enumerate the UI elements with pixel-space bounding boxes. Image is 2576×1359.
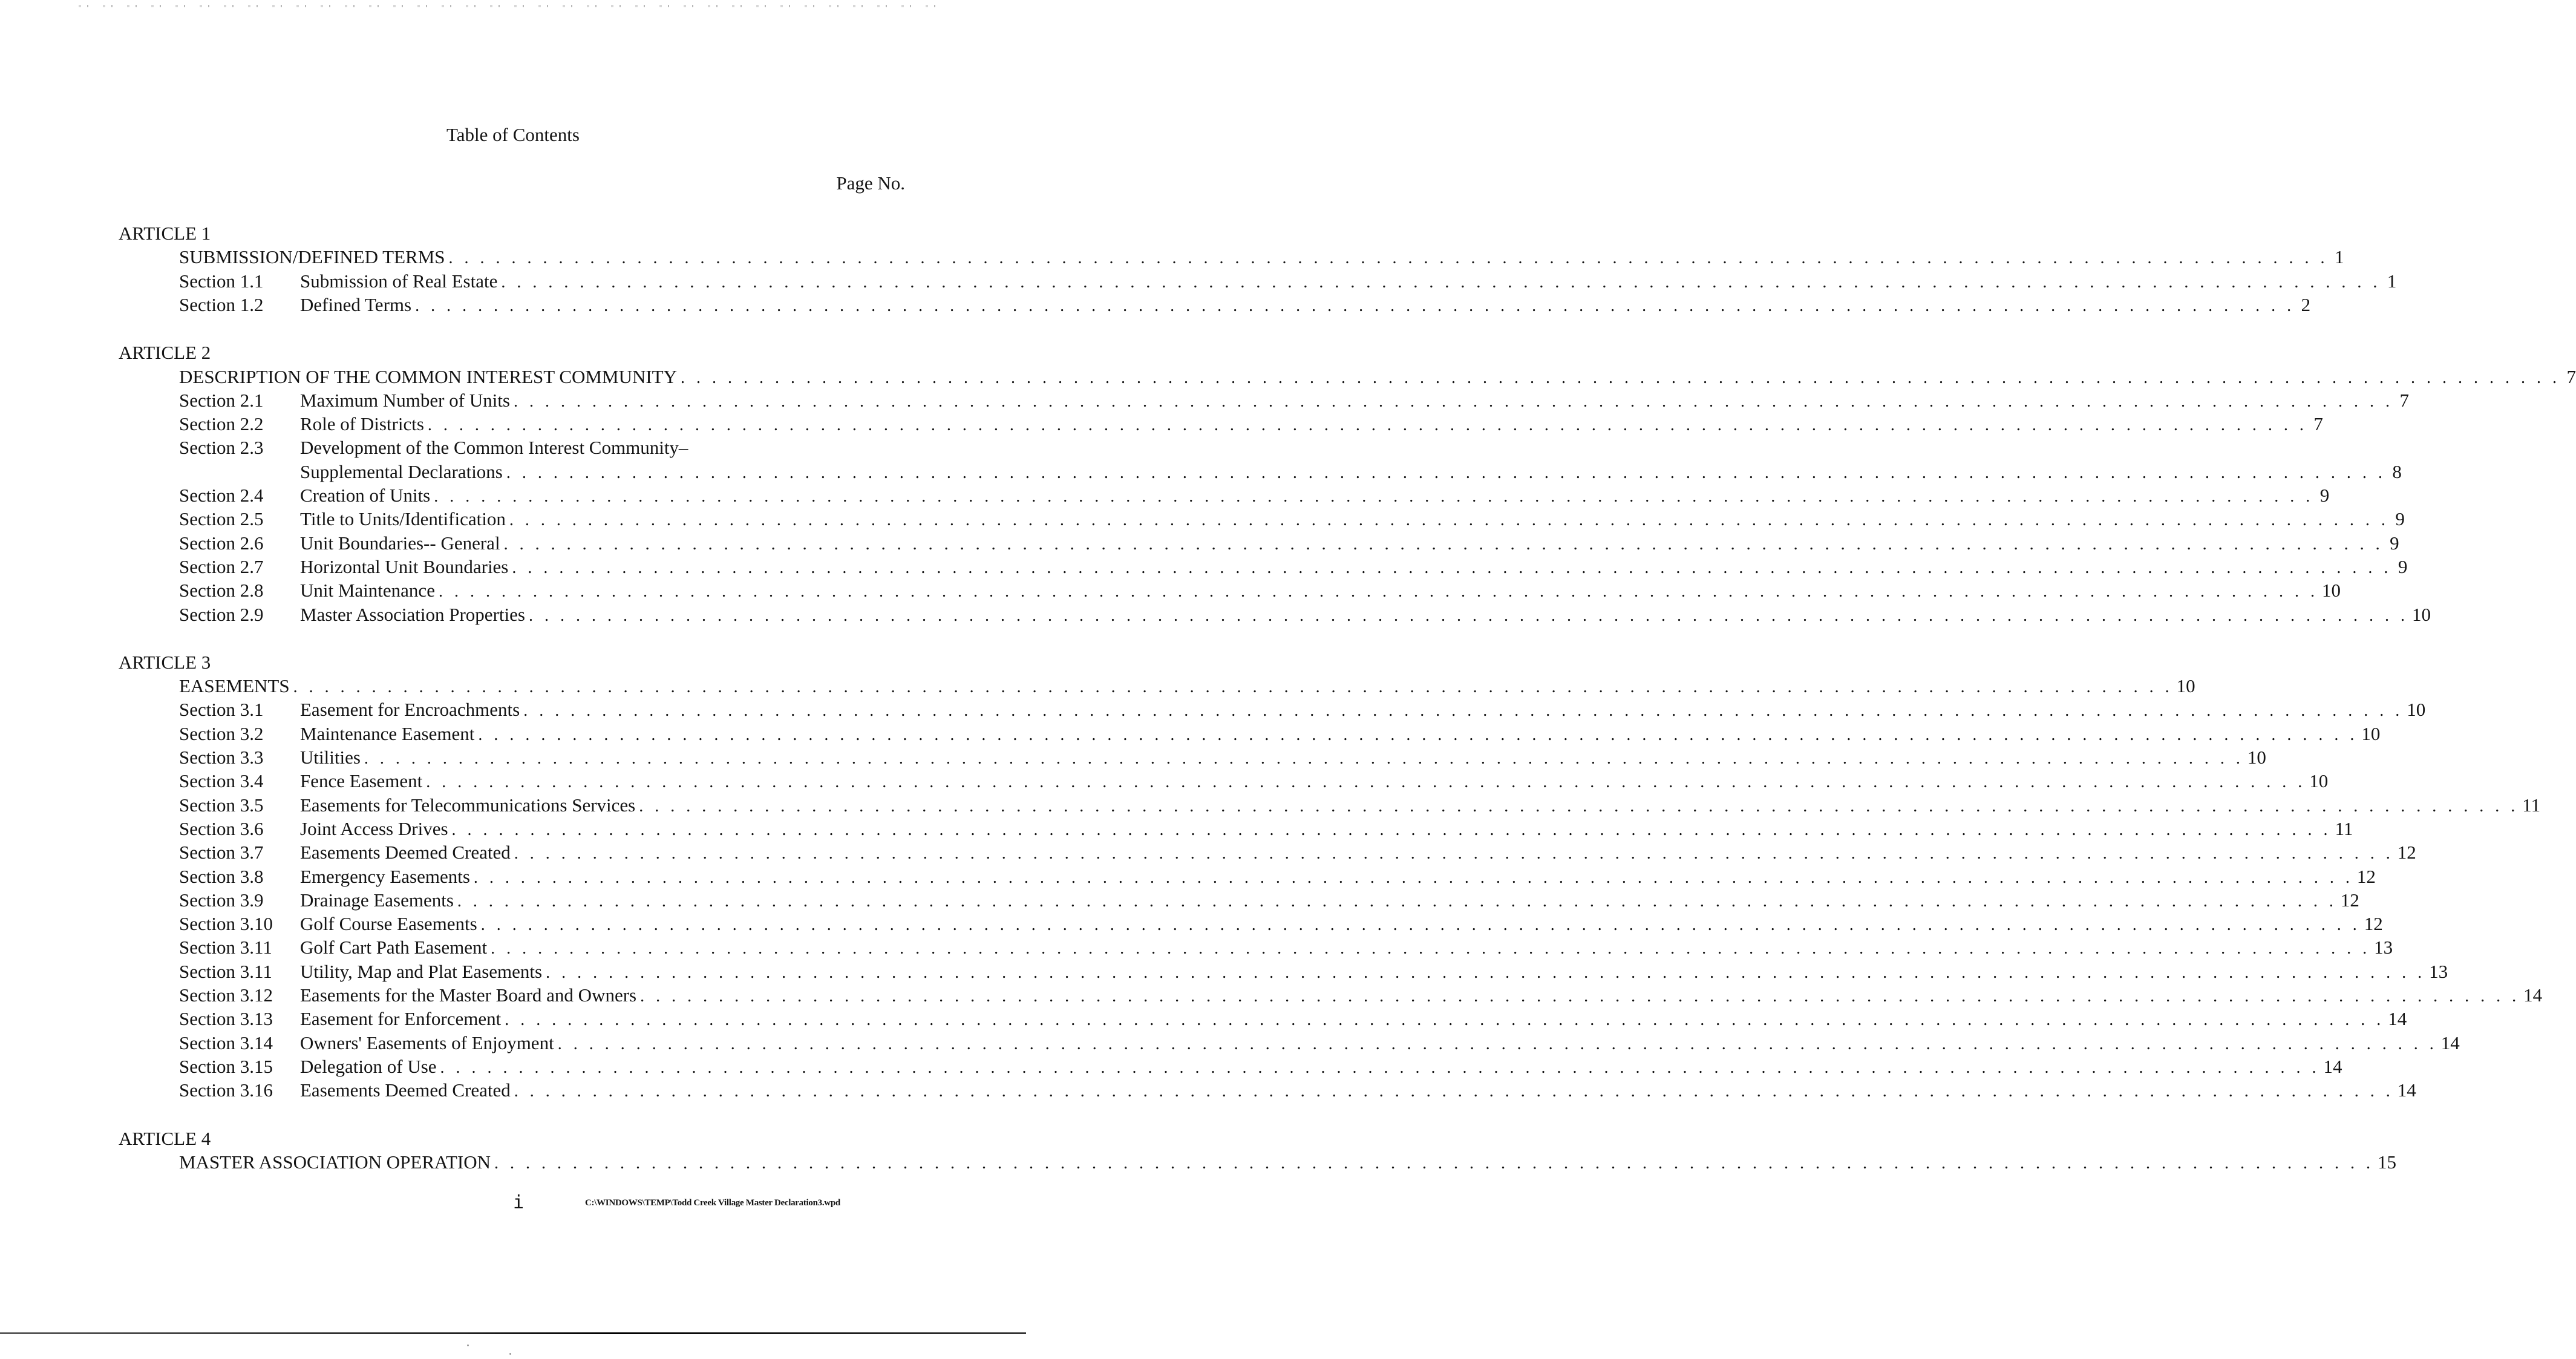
page-number: 15	[2378, 1151, 2396, 1173]
section-row[interactable]	[179, 889, 2359, 914]
article-heading-row[interactable]	[179, 246, 2344, 270]
dot-leader: . . . . . . . . . . . . . . . . . . . . . . . . . . . . . . . . . . . . . . . . . . . . . . . . . . . . . . . . . . . . . . . . . . . . . . . . . . . . . . . . . . . . . . . . . . . . . . . . . . . . . . . . . . . . . . . . . . . . . . . .	[415, 296, 2295, 315]
section-row[interactable]	[179, 413, 2323, 437]
page-number: 12	[2364, 913, 2383, 935]
page-number: 10	[2309, 770, 2329, 792]
section-row[interactable]	[179, 1055, 2342, 1080]
section-number: Section 3.9	[179, 889, 264, 911]
section-row[interactable]	[179, 270, 2397, 295]
scan-speck	[509, 1353, 511, 1355]
section-row[interactable]	[179, 747, 2266, 771]
section-title: Easements Deemed Created	[300, 842, 511, 863]
page-number: 2	[2301, 293, 2311, 315]
section-row[interactable]	[179, 603, 2431, 628]
section-row[interactable]	[179, 532, 2399, 557]
section-number: Section 2.3	[179, 437, 264, 459]
page-number: 8	[2392, 460, 2402, 482]
dot-leader: . . . . . . . . . . . . . . . . . . . . . . . . . . . . . . . . . . . . . . . . . . . . . . . . . . . . . . . . . . . . . . . . . . . . . . . . . . . . . . . . . . . . . . . . . . . . . . . . . . . . . . . . . . . . . . . . . . . . . . . .	[505, 1010, 2385, 1030]
section-row[interactable]	[179, 722, 2381, 747]
page-number: 14	[2323, 1055, 2342, 1077]
section-number: Section 3.7	[179, 842, 264, 863]
dot-leader: . . . . . . . . . . . . . . . . . . . . . . . . . . . . . . . . . . . . . . . . . . . . . . . . . . . . . . . . . . . . . . . . . . . . . . . . . . . . . . . . . . . . . . . . . . . . . . . . . . . . . . . . . . . . . . . . . . . . . . . .	[501, 272, 2381, 292]
page-number: 9	[2398, 555, 2408, 577]
scan-artifact	[79, 5, 938, 7]
page-number: 7	[2399, 389, 2409, 411]
section-number: Section 3.16	[179, 1079, 273, 1101]
dot-leader: . . . . . . . . . . . . . . . . . . . . . . . . . . . . . . . . . . . . . . . . . . . . . . . . . . . . . . . . . . . . . . . . . . . . . . . . . . . . . . . . . . . . . . . . . . . . . . . . . . . . . . . . . . . . . . . . . . . . . . . .	[451, 820, 2332, 839]
section-number: Section 3.2	[179, 722, 264, 744]
dot-leader: . . . . . . . . . . . . . . . . . . . . . . . . . . . . . . . . . . . . . . . . . . . . . . . . . . . . . . . . . . . . . . . . . . . . . . . . . . . . . . . . . . . . . . . . . . . . . . . . . . . . . . . . . . . . . . . . . . . . . . . .	[506, 463, 2386, 482]
section-number: Section 3.12	[179, 984, 273, 1006]
dot-leader: . . . . . . . . . . . . . . . . . . . . . . . . . . . . . . . . . . . . . . . . . . . . . . . . . . . . . . . . . . . . . . . . . . . . . . . . . . . . . . . . . . . . . . . . . . . . . . . . . . . . . . . . . . . . . . . . . . . . . . . .	[438, 582, 2318, 601]
article-heading-row[interactable]	[179, 1151, 2396, 1176]
section-row[interactable]	[179, 1032, 2460, 1056]
section-number: Section 2.1	[179, 389, 264, 411]
article-label: ARTICLE 1	[119, 223, 211, 244]
section-title: Creation of Units	[300, 485, 431, 506]
scan-bottom-edge	[0, 1332, 1026, 1334]
page-number: 10	[2411, 603, 2431, 625]
section-title: Fence Easement	[300, 770, 423, 792]
article-heading-title: SUBMISSION/DEFINED TERMS	[179, 246, 445, 268]
section-number: Section 2.7	[179, 555, 264, 577]
section-title: Utilities	[300, 747, 361, 768]
article-heading-row[interactable]	[179, 675, 2195, 699]
dot-leader: . . . . . . . . . . . . . . . . . . . . . . . . . . . . . . . . . . . . . . . . . . . . . . . . . . . . . . . . . . . . . . . . . . . . . . . . . . . . . . . . . . . . . . . . . . . . . . . . . . . . . . . . . . . . . . . . . . . . . . . .	[514, 1082, 2394, 1101]
section-title: Owners' Easements of Enjoyment	[300, 1032, 554, 1053]
dot-leader: . . . . . . . . . . . . . . . . . . . . . . . . . . . . . . . . . . . . . . . . . . . . . . . . . . . . . . . . . . . . . . . . . . . . . . . . . . . . . . . . . . . . . . . . . . . . . . . . . . . . . . . . . . . . . . . . . . . . . . . .	[473, 868, 2353, 887]
page-title: Table of Contents	[446, 124, 580, 145]
section-title: Development of the Common Interest Community–	[300, 437, 688, 459]
dot-leader: . . . . . . . . . . . . . . . . . . . . . . . . . . . . . . . . . . . . . . . . . . . . . . . . . . . . . . . . . . . . . . . . . . . . . . . . . . . . . . . . . . . . . . . . . . . . . . . . . . . . . . . . . . . . . . . . . . . . . . . .	[480, 915, 2361, 935]
section-number: Section 3.5	[179, 794, 264, 816]
section-number: Section 3.6	[179, 817, 264, 839]
page-number: 1	[2335, 246, 2344, 268]
section-number: Section 3.10	[179, 913, 273, 935]
dot-leader: . . . . . . . . . . . . . . . . . . . . . . . . . . . . . . . . . . . . . . . . . . . . . . . . . . . . . . . . . . . . . . . . . . . . . . . . . . . . . . . . . . . . . . . . . . . . . . . . . . . . . . . . . . . . . . . . . . . . . . . .	[680, 368, 2560, 387]
page-number: 9	[2390, 532, 2399, 554]
scan-speck	[467, 1344, 469, 1346]
section-row[interactable]	[179, 580, 2341, 604]
dot-leader: . . . . . . . . . . . . . . . . . . . . . . . . . . . . . . . . . . . . . . . . . . . . . . . . . . . . . . . . . . . . . . . . . . . . . . . . . . . . . . . . . . . . . . . . . . . . . . . . . . . . . . . . . . . . . . . . . . . . . . . .	[514, 844, 2394, 863]
section-row[interactable]	[179, 699, 2426, 723]
page-number: 7	[2313, 413, 2323, 435]
dot-leader: . . . . . . . . . . . . . . . . . . . . . . . . . . . . . . . . . . . . . . . . . . . . . . . . . . . . . . . . . . . . . . . . . . . . . . . . . . . . . . . . . . . . . . . . . . . . . . . . . . . . . . . . . . . . . . . . . . . . . . . .	[528, 606, 2408, 625]
section-title: Submission of Real Estate	[300, 270, 498, 292]
section-title: Maintenance Easement	[300, 722, 475, 744]
section-number: Section 3.3	[179, 747, 264, 768]
dot-leader: . . . . . . . . . . . . . . . . . . . . . . . . . . . . . . . . . . . . . . . . . . . . . . . . . . . . . . . . . . . . . . . . . . . . . . . . . . . . . . . . . . . . . . . . . . . . . . . . . . . . . . . . . . . . . . . . . . . . . . . .	[364, 749, 2244, 768]
section-title: Easements for the Master Board and Owners	[300, 984, 637, 1006]
section-title: Supplemental Declarations	[300, 460, 503, 482]
page-number: 12	[2397, 842, 2416, 863]
section-number: Section 3.4	[179, 770, 264, 792]
page-number: 14	[2440, 1032, 2460, 1053]
section-row[interactable]	[179, 913, 2383, 937]
page-number: 9	[2319, 485, 2330, 506]
section-row[interactable]	[179, 437, 908, 461]
section-row[interactable]	[179, 794, 2541, 819]
section-title: Easements for Telecommunications Services	[300, 794, 636, 816]
dot-leader: . . . . . . . . . . . . . . . . . . . . . . . . . . . . . . . . . . . . . . . . . . . . . . . . . . . . . . . . . . . . . . . . . . . . . . . . . . . . . . . . . . . . . . . . . . . . . . . . . . . . . . . . . . . . . . . . . . . . . . . .	[427, 416, 2307, 435]
section-title: Title to Units/Identification	[300, 508, 506, 530]
dot-leader: . . . . . . . . . . . . . . . . . . . . . . . . . . . . . . . . . . . . . . . . . . . . . . . . . . . . . . . . . . . . . . . . . . . . . . . . . . . . . . . . . . . . . . . . . . . . . . . . . . . . . . . . . . . . . . . . . . . . . . . .	[478, 725, 2358, 744]
section-title: Maximum Number of Units	[300, 389, 510, 411]
section-title: Defined Terms	[300, 293, 412, 315]
article-heading-title: DESCRIPTION OF THE COMMON INTEREST COMMUNITY	[179, 365, 677, 387]
page-number: 9	[2395, 508, 2405, 530]
section-row[interactable]	[179, 389, 2409, 414]
dot-leader: . . . . . . . . . . . . . . . . . . . . . . . . . . . . . . . . . . . . . . . . . . . . . . . . . . . . . . . . . . . . . . . . . . . . . . . . . . . . . . . . . . . . . . . . . . . . . . . . . . . . . . . . . . . . . . . . . . . . . . . .	[494, 1153, 2374, 1173]
page-number: 10	[2321, 580, 2341, 601]
dot-leader: . . . . . . . . . . . . . . . . . . . . . . . . . . . . . . . . . . . . . . . . . . . . . . . . . . . . . . . . . . . . . . . . . . . . . . . . . . . . . . . . . . . . . . . . . . . . . . . . . . . . . . . . . . . . . . . . . . . . . . . .	[457, 891, 2337, 911]
section-row[interactable]	[179, 485, 2330, 509]
section-number: Section 3.11	[179, 960, 272, 982]
section-title: Golf Course Easements	[300, 913, 477, 935]
section-row[interactable]	[179, 937, 2393, 961]
section-number: Section 1.1	[179, 270, 264, 292]
dot-leader: . . . . . . . . . . . . . . . . . . . . . . . . . . . . . . . . . . . . . . . . . . . . . . . . . . . . . . . . . . . . . . . . . . . . . . . . . . . . . . . . . . . . . . . . . . . . . . . . . . . . . . . . . . . . . . . . . . . . . . . .	[557, 1034, 2437, 1053]
section-title: Unit Maintenance	[300, 580, 435, 601]
section-title: Unit Boundaries-- General	[300, 532, 500, 554]
article-heading-row[interactable]	[179, 365, 2576, 390]
dot-leader: . . . . . . . . . . . . . . . . . . . . . . . . . . . . . . . . . . . . . . . . . . . . . . . . . . . . . . . . . . . . . . . . . . . . . . . . . . . . . . . . . . . . . . . . . . . . . . . . . . . . . . . . . . . . . . . . . . . . . . . .	[546, 963, 2426, 982]
dot-leader: . . . . . . . . . . . . . . . . . . . . . . . . . . . . . . . . . . . . . . . . . . . . . . . . . . . . . . . . . . . . . . . . . . . . . . . . . . . . . . . . . . . . . . . . . . . . . . . . . . . . . . . . . . . . . . . . . . . . . . . .	[434, 487, 2314, 506]
article-label: ARTICLE 3	[119, 651, 211, 673]
article-heading-title: EASEMENTS	[179, 675, 290, 697]
page-number: 13	[2374, 937, 2393, 958]
section-number: Section 3.13	[179, 1008, 273, 1030]
dot-leader: . . . . . . . . . . . . . . . . . . . . . . . . . . . . . . . . . . . . . . . . . . . . . . . . . . . . . . . . . . . . . . . . . . . . . . . . . . . . . . . . . . . . . . . . . . . . . . . . . . . . . . . . . . . . . . . . . . . . . . . .	[640, 987, 2520, 1006]
section-title: Master Association Properties	[300, 603, 525, 625]
dot-leader: . . . . . . . . . . . . . . . . . . . . . . . . . . . . . . . . . . . . . . . . . . . . . . . . . . . . . . . . . . . . . . . . . . . . . . . . . . . . . . . . . . . . . . . . . . . . . . . . . . . . . . . . . . . . . . . . . . . . . . . .	[448, 249, 2329, 268]
section-row[interactable]	[179, 293, 2311, 318]
section-number: Section 3.8	[179, 865, 264, 887]
section-number: Section 2.8	[179, 580, 264, 601]
section-title: Golf Cart Path Easement	[300, 937, 488, 958]
section-row[interactable]	[179, 984, 2543, 1009]
section-row[interactable]	[179, 555, 2408, 580]
page-number: 10	[2407, 699, 2426, 721]
section-number: Section 3.14	[179, 1032, 273, 1053]
section-row[interactable]	[179, 865, 2376, 890]
dot-leader: . . . . . . . . . . . . . . . . . . . . . . . . . . . . . . . . . . . . . . . . . . . . . . . . . . . . . . . . . . . . . . . . . . . . . . . . . . . . . . . . . . . . . . . . . . . . . . . . . . . . . . . . . . . . . . . . . . . . . . . .	[512, 558, 2392, 577]
article-label: ARTICLE 2	[119, 342, 211, 364]
section-title: Utility, Map and Plat Easements	[300, 960, 543, 982]
page-number: 11	[2335, 817, 2353, 839]
dot-leader: . . . . . . . . . . . . . . . . . . . . . . . . . . . . . . . . . . . . . . . . . . . . . . . . . . . . . . . . . . . . . . . . . . . . . . . . . . . . . . . . . . . . . . . . . . . . . . . . . . . . . . . . . . . . . . . . . . . . . . . .	[426, 773, 2306, 792]
section-title: Emergency Easements	[300, 865, 470, 887]
dot-leader: . . . . . . . . . . . . . . . . . . . . . . . . . . . . . . . . . . . . . . . . . . . . . . . . . . . . . . . . . . . . . . . . . . . . . . . . . . . . . . . . . . . . . . . . . . . . . . . . . . . . . . . . . . . . . . . . . . . . . . . .	[639, 796, 2519, 816]
section-number: Section 2.2	[179, 413, 264, 435]
section-row[interactable]	[179, 770, 2329, 794]
footer-page-number: i	[513, 1192, 525, 1213]
article-label: ARTICLE 4	[119, 1127, 211, 1149]
section-row[interactable]	[179, 817, 2353, 842]
dot-leader: . . . . . . . . . . . . . . . . . . . . . . . . . . . . . . . . . . . . . . . . . . . . . . . . . . . . . . . . . . . . . . . . . . . . . . . . . . . . . . . . . . . . . . . . . . . . . . . . . . . . . . . . . . . . . . . . . . . . . . . .	[491, 939, 2371, 958]
page-number: 14	[2388, 1008, 2407, 1030]
section-row[interactable]	[179, 508, 2405, 532]
section-number: Section 3.15	[179, 1055, 273, 1077]
section-title: Easements Deemed Created	[300, 1079, 511, 1101]
dot-leader: . . . . . . . . . . . . . . . . . . . . . . . . . . . . . . . . . . . . . . . . . . . . . . . . . . . . . . . . . . . . . . . . . . . . . . . . . . . . . . . . . . . . . . . . . . . . . . . . . . . . . . . . . . . . . . . . . . . . . . . .	[514, 391, 2393, 411]
page-number: 14	[2397, 1079, 2416, 1101]
section-number: Section 2.6	[179, 532, 264, 554]
page-number: 1	[2387, 270, 2397, 292]
section-title: Horizontal Unit Boundaries	[300, 555, 509, 577]
page-number: 12	[2356, 865, 2376, 887]
footer-file-path: C:\WINDOWS\TEMP\Todd Creek Village Master Declaration3.wpd	[585, 1198, 840, 1208]
dot-leader: . . . . . . . . . . . . . . . . . . . . . . . . . . . . . . . . . . . . . . . . . . . . . . . . . . . . . . . . . . . . . . . . . . . . . . . . . . . . . . . . . . . . . . . . . . . . . . . . . . . . . . . . . . . . . . . . . . . . . . . .	[503, 534, 2384, 554]
section-number: Section 2.4	[179, 485, 264, 506]
page-number: 14	[2523, 984, 2543, 1006]
page-number: 12	[2340, 889, 2359, 911]
section-number: Section 1.2	[179, 293, 264, 315]
section-number: Section 2.5	[179, 508, 264, 530]
page-number: 7	[2566, 365, 2576, 387]
dot-leader: . . . . . . . . . . . . . . . . . . . . . . . . . . . . . . . . . . . . . . . . . . . . . . . . . . . . . . . . . . . . . . . . . . . . . . . . . . . . . . . . . . . . . . . . . . . . . . . . . . . . . . . . . . . . . . . . . . . . . . . .	[523, 701, 2404, 721]
section-title: Delegation of Use	[300, 1055, 437, 1077]
section-row[interactable]	[179, 460, 2402, 485]
section-title: Joint Access Drives	[300, 817, 448, 839]
section-number: Section 3.1	[179, 699, 264, 721]
page-number: 10	[2361, 722, 2381, 744]
section-title: Role of Districts	[300, 413, 424, 435]
dot-leader: . . . . . . . . . . . . . . . . . . . . . . . . . . . . . . . . . . . . . . . . . . . . . . . . . . . . . . . . . . . . . . . . . . . . . . . . . . . . . . . . . . . . . . . . . . . . . . . . . . . . . . . . . . . . . . . . . . . . . . . .	[509, 511, 2389, 530]
section-row[interactable]	[179, 1008, 2407, 1032]
dot-leader: . . . . . . . . . . . . . . . . . . . . . . . . . . . . . . . . . . . . . . . . . . . . . . . . . . . . . . . . . . . . . . . . . . . . . . . . . . . . . . . . . . . . . . . . . . . . . . . . . . . . . . . . . . . . . . . . . . . . . . . .	[440, 1058, 2320, 1077]
section-row[interactable]	[179, 1079, 2416, 1104]
page-number: 11	[2522, 794, 2541, 816]
section-number: Section 2.9	[179, 603, 264, 625]
section-title: Easement for Enforcement	[300, 1008, 502, 1030]
page-number: 13	[2429, 960, 2448, 982]
article-heading-title: MASTER ASSOCIATION OPERATION	[179, 1151, 491, 1173]
section-number: Section 3.11	[179, 937, 272, 958]
section-row[interactable]	[179, 842, 2416, 866]
page-number: 10	[2247, 747, 2266, 768]
page-number: 10	[2176, 675, 2195, 697]
section-title: Easement for Encroachments	[300, 699, 520, 721]
section-row[interactable]	[179, 960, 2448, 985]
dot-leader: . . . . . . . . . . . . . . . . . . . . . . . . . . . . . . . . . . . . . . . . . . . . . . . . . . . . . . . . . . . . . . . . . . . . . . . . . . . . . . . . . . . . . . . . . . . . . . . . . . . . . . . . . . . . . . . . . . . . . . . .	[293, 678, 2173, 697]
section-title: Drainage Easements	[300, 889, 454, 911]
page-no-column-header: Page No.	[836, 172, 905, 194]
